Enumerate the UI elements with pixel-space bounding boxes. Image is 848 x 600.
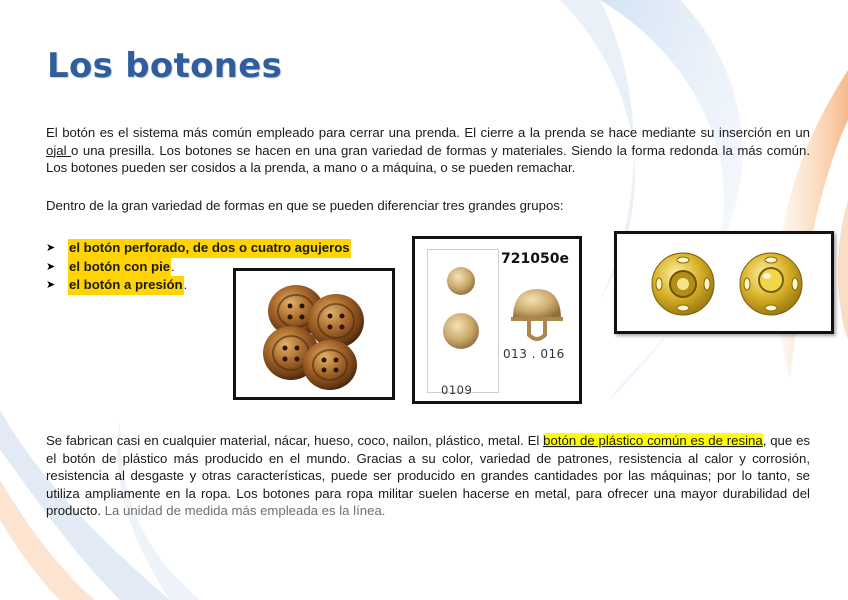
bullet-text: el botón a presión: [68, 276, 184, 295]
button-front-large: [443, 313, 479, 349]
size-code: 013 . 016: [503, 347, 565, 361]
perforated-buttons-image: [233, 268, 395, 400]
bullet-text: el botón perforado, de dos o cuatro agujeros: [68, 239, 351, 258]
product-code: 721050e: [501, 251, 569, 267]
groups-intro-paragraph: Dentro de la gran variedad de formas en que se pueden diferenciar tres grandes grupos:: [46, 198, 564, 213]
reference-code: 0109: [441, 383, 473, 397]
snap-buttons-image: [614, 231, 834, 334]
button-front-small: [447, 267, 475, 295]
arrow-bullet-icon: ➤: [46, 242, 56, 254]
snap-socket: [652, 253, 714, 315]
resin-highlight-link: botón de plástico común es de resina: [543, 433, 763, 448]
materials-text-part1: Se fabrican casi en cualquier material, nácar, hueso, coco, nailon, plástico, metal. El: [46, 433, 544, 448]
bullet-suffix: .: [171, 258, 175, 274]
list-item: [46, 239, 351, 258]
materials-text-part2: , que es el botón de plástico más producido en el mundo. Gracias a su color, variedad de patrones, resistencia al calor y corrosión, resistencia al desgaste y otras características, puede ser producido en grandes cantidades por las máquinas; por lo tanto, se utiliza ampliamente en la ropa. Los botones para ropa militar suelen hacerse en metal, para ofrecer una mayor durabilidad del producto.: [46, 433, 811, 518]
arrow-bullet-icon: ➤: [46, 279, 56, 291]
button-side-view: [511, 289, 563, 339]
button-cluster: [263, 285, 364, 390]
bullet-text: el botón con pie: [68, 258, 171, 277]
intro-paragraph: [46, 124, 810, 177]
intro-text-part1: El botón es el sistema más común empleado para cerrar una prenda. El cierre a la prenda se hace mediante su inserción en un: [46, 125, 810, 140]
ojal-link-text: ojal: [46, 142, 72, 158]
page-title: Los botones: [47, 46, 283, 86]
shank-buttons-image: [412, 236, 582, 404]
measure-unit-note: La unidad de medida más empleada es la línea.: [104, 503, 386, 518]
materials-paragraph: [46, 432, 810, 520]
bullet-suffix: .: [183, 277, 188, 292]
arrow-bullet-icon: ➤: [46, 260, 56, 273]
snap-stud: [740, 253, 802, 315]
intro-text-part2: o una presilla. Los botones se hacen en una gran variedad de formas y materiales. Siendo la forma redonda la más común. Los botones pueden ser cosidos a la prenda, a mano o a máquina, o se pueden remachar.: [46, 142, 810, 175]
